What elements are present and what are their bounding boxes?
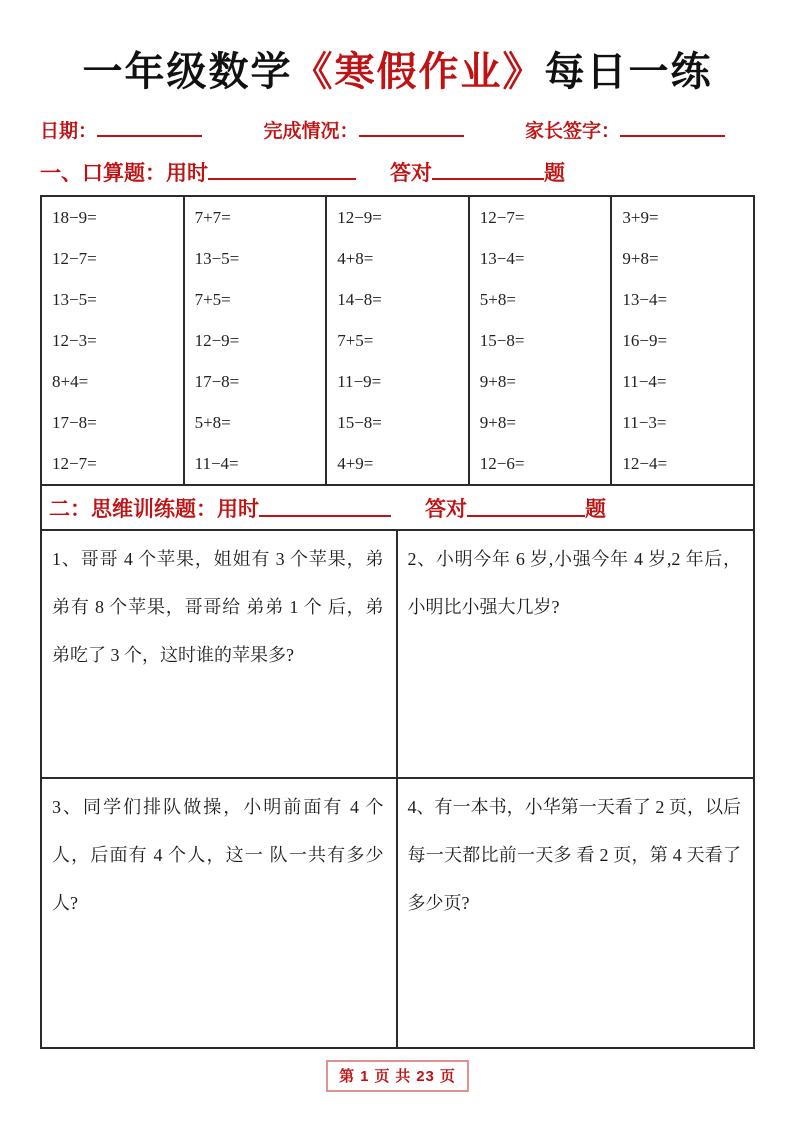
oral-problem: 3+9= — [622, 208, 659, 227]
oral-problem: 9+8= — [479, 372, 516, 391]
date-group — [40, 116, 202, 143]
problems-row-2 — [42, 779, 753, 1047]
section1-unit-label: 题 — [544, 161, 565, 185]
section1-time-blank — [208, 162, 356, 180]
oral-problem: 13−5= — [194, 249, 240, 268]
footer — [40, 1060, 755, 1092]
oral-problem: 13−5= — [52, 290, 97, 309]
oral-problem: 7+7= — [194, 208, 231, 227]
oral-problem: 4+9= — [337, 454, 374, 473]
oral-problem: 9+8= — [479, 413, 516, 432]
oral-column-1 — [42, 197, 185, 484]
signature-label: 家长签字： — [524, 121, 620, 142]
oral-problem: 12−6= — [479, 454, 525, 473]
problem-cell-4: 4、有一本书，小华第一天看了 2 页，以后每一天都比前一天多 看 2 页，第 4 天看了多少页? — [407, 797, 741, 913]
footer-suffix: 页 — [439, 1069, 456, 1085]
section1-lead-label: 一、口算题：用时 — [40, 161, 208, 185]
oral-problem: 11−3= — [622, 413, 667, 432]
section2-answered-blank — [467, 499, 585, 517]
date-blank — [97, 119, 202, 137]
completion-group — [263, 116, 463, 143]
section2-unit-label: 题 — [585, 496, 606, 521]
completion-label: 完成情况： — [263, 121, 359, 142]
page-title — [40, 44, 755, 100]
oral-problem: 5+8= — [194, 413, 231, 432]
section1-heading — [40, 158, 755, 188]
problem-cell-3: 3、同学们排队做操，小明前面有 4 个人，后面有 4 个人，这一 队一共有多少人? — [42, 779, 398, 1047]
oral-problem: 12−3= — [52, 331, 97, 350]
title-highlight: 《寒假作业》 — [292, 49, 545, 94]
oral-problem: 15−8= — [337, 413, 382, 432]
signature-group — [525, 116, 725, 143]
problem-cell-2: 2、小明今年 6 岁,小强今年 4 岁,2 年后， 小明比小强大几岁? — [407, 549, 741, 617]
oral-problem: 11−4= — [194, 454, 239, 473]
oral-problem: 12−9= — [337, 208, 382, 227]
signature-blank — [620, 119, 725, 137]
oral-problem: 16−9= — [622, 331, 668, 350]
completion-blank — [359, 119, 464, 137]
oral-problem: 11−9= — [337, 372, 382, 391]
oral-problem: 14−8= — [337, 290, 382, 309]
oral-problem: 17−8= — [52, 413, 97, 432]
problems-row-1 — [42, 531, 753, 779]
footer-middle: 页 共 — [374, 1069, 412, 1085]
problem-cell-1: 1、哥哥 4 个苹果，姐姐有 3 个苹果，弟弟有 8 个苹果，哥哥给 弟弟 1 个 后，弟弟吃了 3 个，这时谁的苹果多? — [42, 531, 398, 777]
oral-problem: 13−4= — [479, 249, 525, 268]
oral-column-4 — [470, 197, 613, 484]
oral-problem: 12−7= — [479, 208, 525, 227]
section2-heading — [40, 484, 755, 531]
title-prefix: 一年级数学 — [82, 49, 293, 94]
oral-column-5 — [612, 197, 753, 484]
oral-column-3 — [327, 197, 470, 484]
admin-line — [40, 116, 755, 143]
section2-lead-label: 二：思维训练题：用时 — [49, 496, 259, 521]
date-label: 日期： — [40, 121, 98, 142]
oral-problem: 9+8= — [622, 249, 659, 268]
section2-answered-label: 答对 — [425, 496, 467, 521]
oral-arithmetic-table — [40, 195, 755, 486]
thinking-problems-table — [40, 529, 755, 1049]
oral-problem: 12−4= — [622, 454, 668, 473]
oral-problem: 12−7= — [52, 454, 97, 473]
page-number-badge — [326, 1060, 469, 1092]
section2-time-blank — [259, 499, 391, 517]
footer-total-pages: 23 — [416, 1068, 435, 1085]
oral-problem: 15−8= — [479, 331, 525, 350]
oral-problem: 7+5= — [337, 331, 374, 350]
oral-problem: 7+5= — [194, 290, 231, 309]
worksheet-content — [40, 0, 755, 1092]
section1-answered-label: 答对 — [390, 161, 432, 185]
oral-problem: 12−9= — [194, 331, 240, 350]
footer-prefix: 第 — [339, 1069, 356, 1085]
oral-problem: 12−7= — [52, 249, 97, 268]
oral-problem: 17−8= — [194, 372, 240, 391]
oral-problem: 11−4= — [622, 372, 667, 391]
section1-answered-blank — [432, 162, 544, 180]
oral-problem: 8+4= — [52, 372, 89, 391]
oral-problem: 13−4= — [622, 290, 668, 309]
oral-column-2 — [185, 197, 328, 484]
oral-problem: 4+8= — [337, 249, 374, 268]
footer-current-page: 1 — [360, 1068, 370, 1085]
oral-problem: 5+8= — [479, 290, 516, 309]
title-suffix: 每日一练 — [544, 49, 713, 94]
oral-problem: 18−9= — [52, 208, 97, 227]
